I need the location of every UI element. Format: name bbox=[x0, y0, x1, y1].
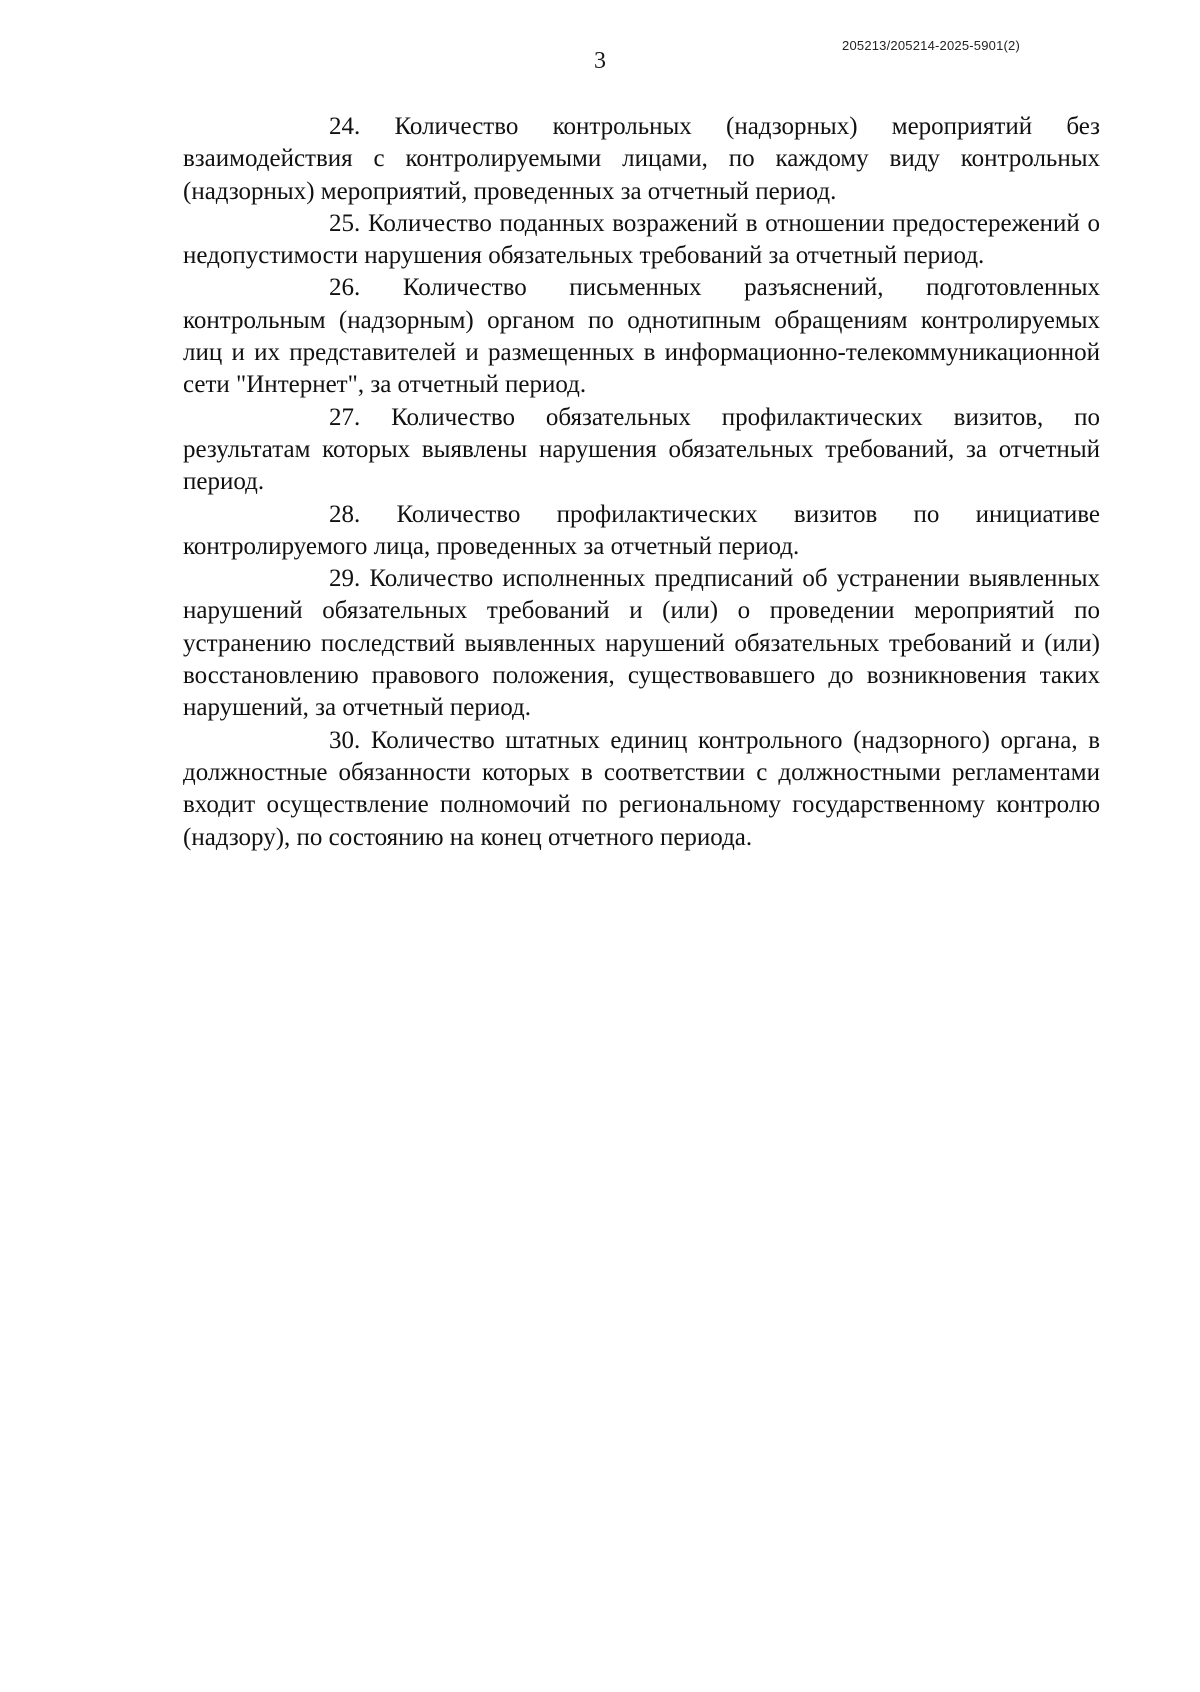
item-text: Количество письменных разъяснений, подготовленных контрольным (надзорным) органом по однотипным обращениям контролируемых лиц и их представителей и размещенных в информационно-телекоммуникационной сети "Интернет", за отчетный период. bbox=[183, 274, 1100, 399]
item-text: Количество контрольных (надзорных) мероприятий без взаимодействия с контролируемыми лицами, по каждому виду контрольных (надзорных) мероприятий, проведенных за отчетный период. bbox=[183, 113, 1100, 205]
item-text: Количество штатных единиц контрольного (надзорного) органа, в должностные обязанности которых в соответствии с должностными регламентами входит осуществление полномочий по региональному государственному контролю (надзору), по состоянию на конец отчетного периода. bbox=[183, 726, 1101, 851]
item-text: Количество поданных возражений в отношении предостережений о недопустимости нарушения обязательных требований за отчетный период. bbox=[183, 209, 1100, 270]
list-item bbox=[183, 272, 1100, 401]
list-item bbox=[183, 402, 1100, 499]
item-number: 25. bbox=[329, 209, 361, 237]
item-text: Количество профилактических визитов по инициативе контролируемого лица, проведенных за отчетный период. bbox=[183, 500, 1100, 560]
item-number: 30. bbox=[329, 726, 361, 754]
document-body bbox=[183, 111, 1100, 854]
item-number: 28. bbox=[329, 500, 361, 528]
list-item bbox=[183, 499, 1100, 564]
list-item bbox=[183, 725, 1100, 854]
item-text: Количество исполненных предписаний об устранении выявленных нарушений обязательных требований и (или) о проведении мероприятий по устранению последствий выявленных нарушений обязательных требований и (или) восстановлению правового положения, существовавшего до возникновения таких нарушений, за отчетный период. bbox=[183, 565, 1100, 722]
page-number: 3 bbox=[594, 48, 606, 74]
document-registration-number: 205213/205214-2025-5901(2) bbox=[842, 38, 1020, 53]
list-item bbox=[183, 563, 1100, 724]
item-number: 26. bbox=[329, 274, 361, 302]
item-number: 24. bbox=[329, 113, 361, 140]
item-number: 29. bbox=[329, 565, 361, 593]
list-item bbox=[183, 111, 1100, 208]
item-number: 27. bbox=[329, 403, 361, 431]
list-item bbox=[183, 208, 1100, 273]
item-text: Количество обязательных профилактических визитов, по результатам которых выявлены нарушения обязательных требований, за отчетный период. bbox=[183, 403, 1100, 496]
